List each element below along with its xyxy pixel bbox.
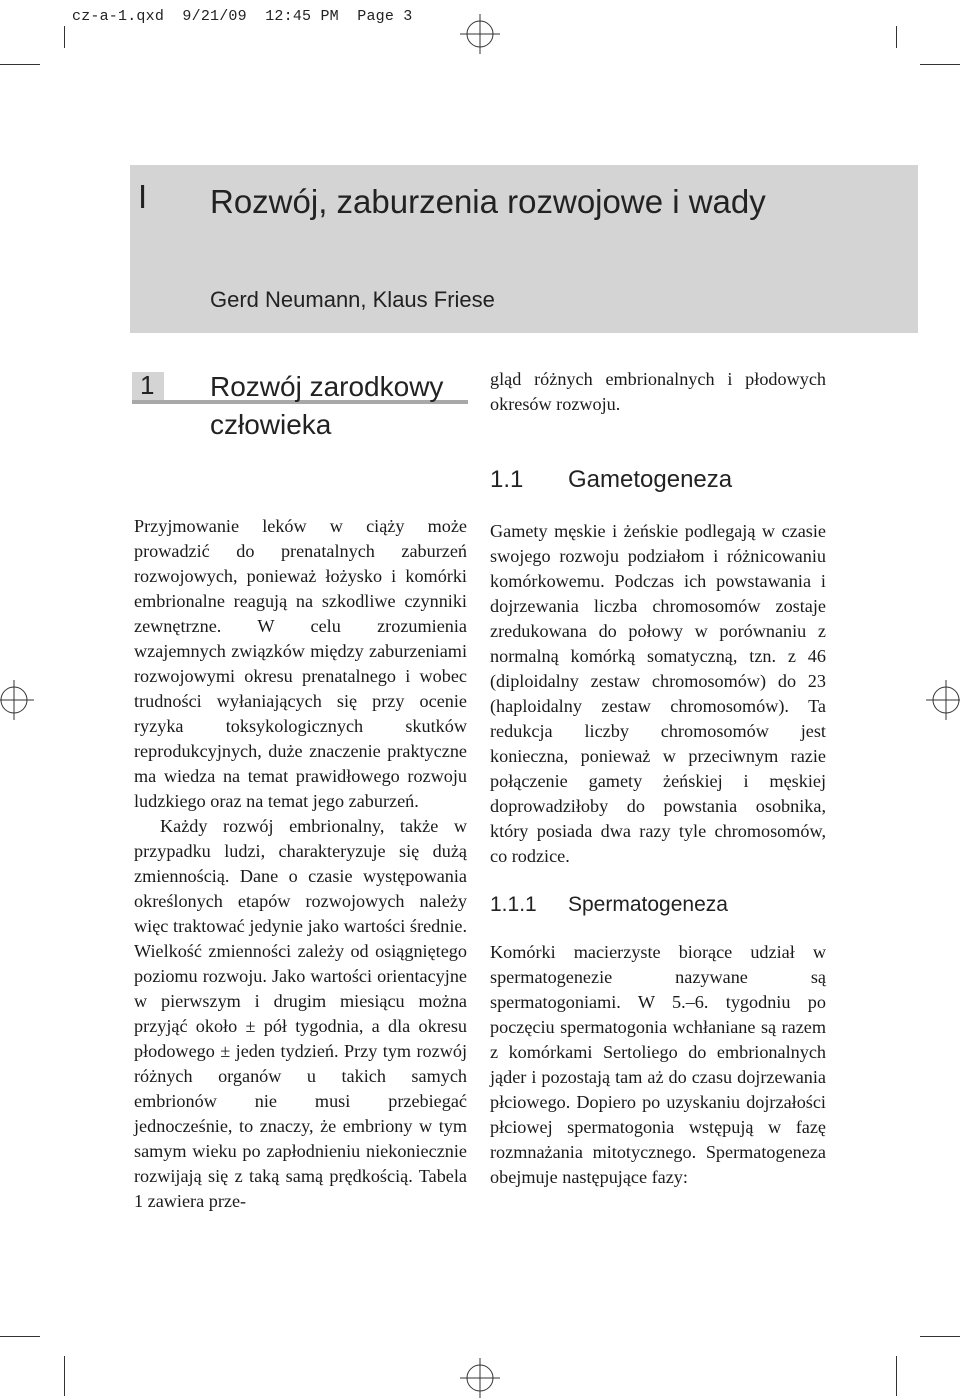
paragraph: gląd różnych embrionalnych i płodowych okresów rozwoju.	[490, 369, 826, 414]
crop-mark-top-right-v	[896, 26, 897, 48]
left-column	[134, 514, 467, 1214]
registration-mark-icon	[460, 14, 500, 54]
section-1-1-1-text	[490, 940, 826, 1190]
section-1-1-text	[490, 519, 826, 869]
registration-mark-icon	[926, 680, 960, 720]
registration-mark-icon	[0, 680, 34, 720]
paragraph: Każdy rozwój embrionalny, także w przypadku ludzi, charakteryzuje się dużą zmiennością. Dane o czasie występowania określonych etapów rozwojowych należy więc traktować jedynie jako wartości średnie. Wielkość zmienności zależy od osiągniętego poziomu rozwoju. Jako wartości orientacyjne w pierwszym i drugim miesiącu można przyjąć około ± pół tygodnia, a dla okresu płodowego ± jeden tydzień. Przy tym rozwój różnych organów u takich samych embrionów nie musi przebiegać jednocześnie, to znaczy, że embriony w tym samym wieku po zapłodnieniu niekoniecznie rozwijają się z taką samą prędkością. Tabela 1 zawiera prze-	[134, 816, 467, 1211]
crop-mark-top-left-v	[64, 26, 65, 48]
part-title: Rozwój, zaburzenia rozwojowe i wady	[210, 183, 766, 220]
crop-mark-bottom-left-h	[0, 1336, 40, 1337]
paragraph: Komórki macierzyste biorące udział w spermatogenezie nazywane są spermatogoniami. W 5.–6. tygodniu po poczęciu spermatogonia wchłaniane są razem z komórkami Sertoliego do embrionalnych jąder i pozostają tam aż do czasu dojrzewania płciowego. Dopiero po uzyskaniu dojrzałości płciowej spermatogonia wstępują w fazę rozmnażania mitotycznego. Spermatogeneza obejmuje następujące fazy:	[490, 942, 826, 1187]
chapter-number: 1	[140, 370, 155, 400]
chapter-title: Rozwój zarodkowy człowieka	[210, 371, 444, 440]
crop-mark-bottom-right-v	[896, 1356, 897, 1396]
paragraph: Przyjmowanie leków w ciąży może prowadzić do prenatalnych zaburzeń rozwojowych, ponieważ łożysko i komórki embrionalne reagują na szkodliwe czynniki zewnętrzne. W celu zrozumienia wzajemnych związków między zaburzeniami rozwojowymi okresu prenatalnego i wobec trudności wyłaniających się przy ocenie ryzyka toksykologicznych skutków reprodukcyjnych, duże znaczenie praktyczne ma wiedza na temat prawidłowego rozwoju ludzkiego oraz na temat jego zaburzeń.	[134, 516, 467, 811]
part-authors: Gerd Neumann, Klaus Friese	[210, 287, 495, 312]
part-number: I	[138, 178, 148, 215]
section-number: 1.1	[490, 466, 524, 493]
print-slug: cz-a-1.qxd 9/21/09 12:45 PM Page 3	[72, 8, 413, 25]
crop-mark-bottom-left-v	[64, 1356, 65, 1396]
section-heading-1-1-1	[490, 893, 728, 917]
crop-mark-bottom-right-h	[920, 1336, 960, 1337]
section-title: Gametogeneza	[568, 466, 733, 493]
section-heading-1-1	[490, 466, 732, 494]
paragraph: Gamety męskie i żeńskie podlegają w czasie swojego rozwoju podziałom i różnicowaniu komórkowemu. Podczas ich powstawania i dojrzewania liczba chromosomów zostaje zredukowana do połowy w porównaniu z normalną komórką somatyczną, tzn. z 46 (diploidalny zestaw chromosomów) do 23 (haploidalny zestaw chromosomów). Ta redukcja liczby chromosomów jest konieczna, ponieważ w przeciwnym razie połączenie gamety żeńskiej i męskiej doprowadziłoby do powstania osobnika, który posiada dwa razy tyle chromosomów, co rodzice.	[490, 521, 826, 866]
continuation-text	[490, 367, 826, 417]
crop-mark-top-right-h	[920, 64, 960, 65]
section-title: Spermatogeneza	[568, 893, 728, 916]
section-number: 1.1.1	[490, 893, 537, 916]
registration-mark-icon	[460, 1358, 500, 1398]
crop-mark-top-left-h	[0, 64, 40, 65]
